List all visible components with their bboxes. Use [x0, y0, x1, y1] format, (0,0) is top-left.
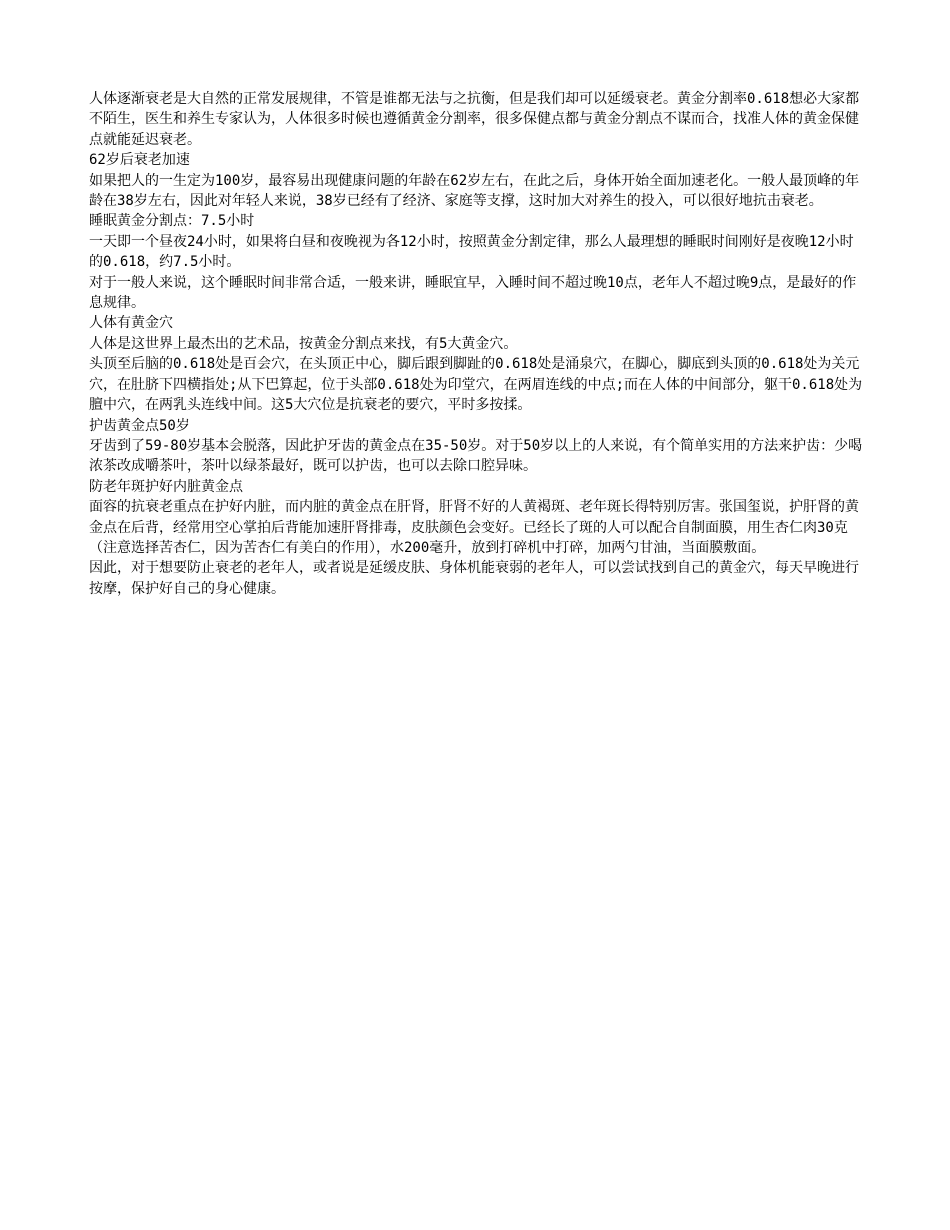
paragraph-sleep-1: 一天即一个昼夜24小时，如果将白昼和夜晚视为各12小时，按照黄金分割定律，那么人最理想的睡眠时间刚好是夜晚12小时的0.618，约7.5小时。	[89, 233, 854, 271]
paragraph-acupoints-2: 头顶至后脑的0.618处是百会穴，在头顶正中心，脚后跟到脚趾的0.618处是涌泉穴，在脚心，脚底到头顶的0.618处为关元穴，在肚脐下四横指处;从下巴算起，位于头部0.618处为印堂穴，在两眉连线的中点;而在人体的中间部分，躯干0.618处为膻中穴，在两乳头连线中间。这5大穴位是抗衰老的要穴，平时多按揉。	[89, 356, 863, 414]
paragraph-sleep-2: 对于一般人来说，这个睡眠时间非常合适，一般来讲，睡眠宜早，入睡时间不超过晚10点，老年人不超过晚9点，是最好的作息规律。	[89, 274, 857, 312]
section-heading-teeth: 护齿黄金点50岁	[89, 417, 190, 434]
section-heading-age-spots: 防老年斑护好内脏黄金点	[89, 478, 243, 495]
conclusion-paragraph: 因此，对于想要防止衰老的老年人，或者说是延缓皮肤、身体机能衰弱的老年人，可以尝试找到自己的黄金穴，每天早晚进行按摩，保护好自己的身心健康。	[89, 560, 859, 597]
paragraph-aging-at-62: 如果把人的一生定为100岁，最容易出现健康问题的年龄在62岁左右，在此之后，身体开始全面加速老化。一般人最顶峰的年龄在38岁左右，因此对年轻人来说，38岁已经有了经济、家庭等支撑，这时加大对养生的投入，可以很好地抗击衰老。	[89, 172, 860, 210]
section-heading-golden-acupoints: 人体有黄金穴	[89, 315, 173, 332]
paragraph-age-spots: 面容的抗衰老重点在护好内脏，而内脏的黄金点在肝肾，肝肾不好的人黄褐斑、老年斑长得特别厉害。张国玺说，护肝肾的黄金点在后背，经常用空心掌拍后背能加速肝肾排毒，皮肤颜色会变好。已经长了斑的人可以配合自制面膜，用生杏仁肉30克（注意选择苦杏仁，因为苦杏仁有美白的作用），水200毫升，放到打碎机中打碎，加两勺甘油，当面膜敷面。	[89, 499, 859, 556]
document-body	[89, 89, 865, 599]
paragraph-acupoints-1: 人体是这世界上最杰出的艺术品，按黄金分割点来找，有5大黄金穴。	[89, 335, 518, 352]
paragraph-teeth: 牙齿到了59-80岁基本会脱落，因此护牙齿的黄金点在35-50岁。对于50岁以上的人来说，有个简单实用的方法来护齿：少喝浓茶改成嚼茶叶，茶叶以绿茶最好，既可以护齿，也可以去除口腔异味。	[89, 437, 863, 475]
section-heading-aging-at-62: 62岁后衰老加速	[89, 152, 190, 169]
section-heading-sleep: 睡眠黄金分割点：7.5小时	[89, 213, 255, 230]
intro-paragraph: 人体逐渐衰老是大自然的正常发展规律，不管是谁都无法与之抗衡，但是我们却可以延缓衰老。黄金分割率0.618想必大家都不陌生，医生和养生专家认为，人体很多时候也遵循黄金分割率，很多保健点都与黄金分割点不谋而合，找准人体的黄金保健点就能延迟衰老。	[89, 91, 860, 148]
